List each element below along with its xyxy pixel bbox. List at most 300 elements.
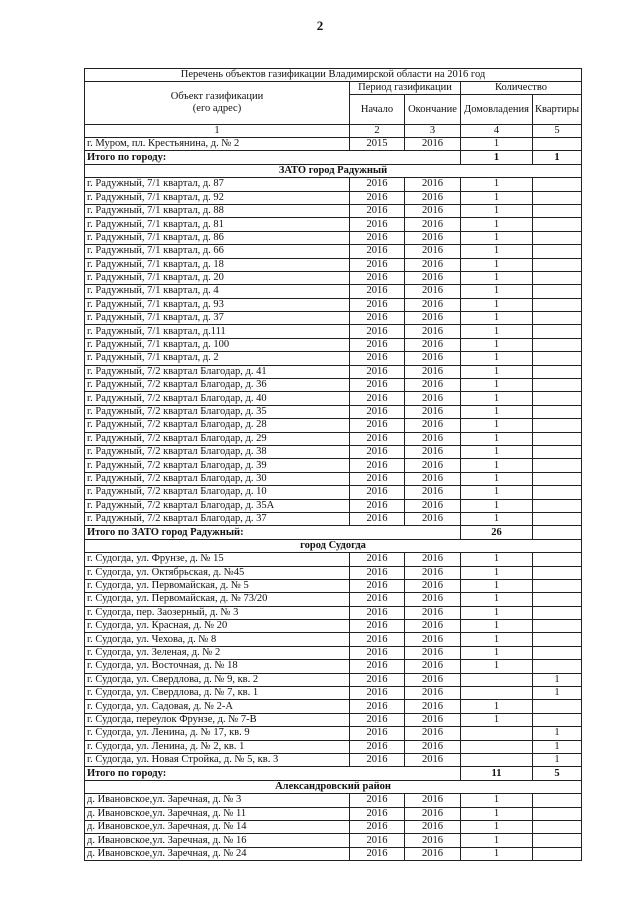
households-cell: 1 xyxy=(461,285,533,298)
address-cell: г. Радужный, 7/2 квартал Благодар, д. 35 xyxy=(85,405,350,418)
start-year-cell: 2016 xyxy=(350,271,405,284)
households-cell xyxy=(461,687,533,700)
table-body xyxy=(85,138,582,861)
table-row xyxy=(85,820,582,833)
end-year-cell: 2016 xyxy=(405,138,461,151)
address-cell: г. Радужный, 7/1 квартал, д. 92 xyxy=(85,191,350,204)
section-header-row xyxy=(85,539,582,552)
start-year-cell: 2016 xyxy=(350,740,405,753)
end-header: Окончание xyxy=(405,95,461,125)
households-cell: 1 xyxy=(461,298,533,311)
table-row xyxy=(85,713,582,726)
end-year-cell: 2016 xyxy=(405,660,461,673)
end-year-cell: 2016 xyxy=(405,646,461,659)
address-cell: г. Судогда, ул. Восточная, д. № 18 xyxy=(85,660,350,673)
start-year-cell: 2016 xyxy=(350,673,405,686)
address-cell: г. Радужный, 7/1 квартал, д. 100 xyxy=(85,338,350,351)
apartments-cell xyxy=(533,218,582,231)
end-year-cell: 2016 xyxy=(405,285,461,298)
end-year-cell: 2016 xyxy=(405,419,461,432)
apartments-cell xyxy=(533,834,582,847)
start-year-cell: 2016 xyxy=(350,379,405,392)
apartments-cell xyxy=(533,285,582,298)
table-row xyxy=(85,231,582,244)
end-year-cell: 2016 xyxy=(405,312,461,325)
table-row xyxy=(85,486,582,499)
households-cell: 1 xyxy=(461,191,533,204)
table-row xyxy=(85,312,582,325)
apartments-cell xyxy=(533,271,582,284)
households-cell: 1 xyxy=(461,566,533,579)
table-row xyxy=(85,620,582,633)
address-cell: г. Радужный, 7/2 квартал Благодар, д. 39 xyxy=(85,459,350,472)
apartments-cell xyxy=(533,512,582,525)
end-year-cell: 2016 xyxy=(405,713,461,726)
apartments-cell xyxy=(533,365,582,378)
address-cell: г. Радужный, 7/1 квартал, д. 4 xyxy=(85,285,350,298)
start-year-cell: 2016 xyxy=(350,606,405,619)
apartments-cell xyxy=(533,713,582,726)
address-cell: г. Радужный, 7/2 квартал Благодар, д. 38 xyxy=(85,445,350,458)
apartments-total: 1 xyxy=(533,151,582,164)
start-year-cell: 2016 xyxy=(350,486,405,499)
table-row xyxy=(85,807,582,820)
table-row xyxy=(85,178,582,191)
end-year-cell: 2016 xyxy=(405,620,461,633)
table-row xyxy=(85,405,582,418)
households-cell: 1 xyxy=(461,218,533,231)
address-cell: г. Радужный, 7/2 квартал Благодар, д. 35А xyxy=(85,499,350,512)
start-year-cell: 2016 xyxy=(350,633,405,646)
start-year-cell: 2016 xyxy=(350,285,405,298)
table-row xyxy=(85,419,582,432)
column-number: 5 xyxy=(533,125,582,138)
households-cell: 1 xyxy=(461,553,533,566)
end-year-cell: 2016 xyxy=(405,218,461,231)
address-cell: г. Радужный, 7/1 квартал, д. 37 xyxy=(85,312,350,325)
table-row xyxy=(85,365,582,378)
apartments-cell xyxy=(533,606,582,619)
quantity-header: Количество xyxy=(461,82,582,95)
apartments-cell xyxy=(533,258,582,271)
start-year-cell: 2015 xyxy=(350,138,405,151)
start-year-cell: 2016 xyxy=(350,445,405,458)
households-cell: 1 xyxy=(461,432,533,445)
end-year-cell: 2016 xyxy=(405,512,461,525)
households-cell: 1 xyxy=(461,138,533,151)
households-cell: 1 xyxy=(461,445,533,458)
end-year-cell: 2016 xyxy=(405,727,461,740)
end-year-cell: 2016 xyxy=(405,633,461,646)
end-year-cell: 2016 xyxy=(405,687,461,700)
column-number: 3 xyxy=(405,125,461,138)
table-row xyxy=(85,687,582,700)
end-year-cell: 2016 xyxy=(405,178,461,191)
apartments-cell: 1 xyxy=(533,727,582,740)
apartments-cell xyxy=(533,459,582,472)
end-year-cell: 2016 xyxy=(405,231,461,244)
start-year-cell: 2016 xyxy=(350,512,405,525)
households-cell: 1 xyxy=(461,231,533,244)
address-cell: г. Судогда, ул. Свердлова, д. № 7, кв. 1 xyxy=(85,687,350,700)
households-cell: 1 xyxy=(461,312,533,325)
section-header-row xyxy=(85,780,582,793)
table-row xyxy=(85,633,582,646)
table-row xyxy=(85,753,582,766)
households-cell: 1 xyxy=(461,646,533,659)
address-cell: г. Радужный, 7/2 квартал Благодар, д. 40 xyxy=(85,392,350,405)
apartments-cell xyxy=(533,204,582,217)
address-cell: г. Радужный, 7/1 квартал, д. 86 xyxy=(85,231,350,244)
address-cell: г. Судогда, пер. Заозерный, д. № 3 xyxy=(85,606,350,619)
table-row xyxy=(85,379,582,392)
households-cell: 1 xyxy=(461,459,533,472)
start-year-cell: 2016 xyxy=(350,178,405,191)
end-year-cell: 2016 xyxy=(405,392,461,405)
end-year-cell: 2016 xyxy=(405,579,461,592)
households-cell xyxy=(461,753,533,766)
table-row xyxy=(85,218,582,231)
address-cell: г. Радужный, 7/1 квартал, д.111 xyxy=(85,325,350,338)
apartments-cell xyxy=(533,379,582,392)
table-row xyxy=(85,847,582,860)
address-cell: г. Судогда, переулок Фрунзе, д. № 7-В xyxy=(85,713,350,726)
apartments-cell xyxy=(533,298,582,311)
total-row xyxy=(85,151,582,164)
start-year-cell: 2016 xyxy=(350,753,405,766)
table-row xyxy=(85,258,582,271)
address-cell: г. Радужный, 7/2 квартал Благодар, д. 36 xyxy=(85,379,350,392)
start-year-cell: 2016 xyxy=(350,204,405,217)
address-cell: г. Радужный, 7/2 квартал Благодар, д. 37 xyxy=(85,512,350,525)
address-cell: г. Радужный, 7/1 квартал, д. 66 xyxy=(85,245,350,258)
table-row xyxy=(85,445,582,458)
start-year-cell: 2016 xyxy=(350,820,405,833)
households-cell: 1 xyxy=(461,338,533,351)
end-year-cell: 2016 xyxy=(405,459,461,472)
apartments-cell xyxy=(533,646,582,659)
table-row xyxy=(85,472,582,485)
households-cell: 1 xyxy=(461,204,533,217)
end-year-cell: 2016 xyxy=(405,673,461,686)
start-year-cell: 2016 xyxy=(350,231,405,244)
table-row xyxy=(85,834,582,847)
address-cell: г. Радужный, 7/2 квартал Благодар, д. 41 xyxy=(85,365,350,378)
households-cell: 1 xyxy=(461,472,533,485)
start-year-cell: 2016 xyxy=(350,472,405,485)
households-cell: 1 xyxy=(461,512,533,525)
households-cell: 1 xyxy=(461,178,533,191)
households-cell: 1 xyxy=(461,486,533,499)
start-year-cell: 2016 xyxy=(350,566,405,579)
end-year-cell: 2016 xyxy=(405,191,461,204)
start-year-cell: 2016 xyxy=(350,432,405,445)
total-label: Итого по ЗАТО город Радужный: xyxy=(85,526,461,539)
total-label: Итого по городу: xyxy=(85,767,461,780)
apartments-cell xyxy=(533,405,582,418)
table-row xyxy=(85,499,582,512)
apartments-cell xyxy=(533,794,582,807)
end-year-cell: 2016 xyxy=(405,700,461,713)
households-cell: 1 xyxy=(461,579,533,592)
column-number: 1 xyxy=(85,125,350,138)
table-row xyxy=(85,673,582,686)
end-year-cell: 2016 xyxy=(405,445,461,458)
table-row xyxy=(85,660,582,673)
address-cell: г. Радужный, 7/1 квартал, д. 93 xyxy=(85,298,350,311)
address-cell: д. Ивановское,ул. Заречная, д. № 14 xyxy=(85,820,350,833)
section-header-row xyxy=(85,164,582,177)
table-title: Перечень объектов газификации Владимирской области на 2016 год xyxy=(85,69,582,82)
start-year-cell: 2016 xyxy=(350,258,405,271)
end-year-cell: 2016 xyxy=(405,298,461,311)
address-cell: д. Ивановское,ул. Заречная, д. № 24 xyxy=(85,847,350,860)
start-year-cell: 2016 xyxy=(350,419,405,432)
start-year-cell: 2016 xyxy=(350,459,405,472)
address-cell: г. Судогда, ул. Фрунзе, д. № 15 xyxy=(85,553,350,566)
start-year-cell: 2016 xyxy=(350,352,405,365)
total-label: Итого по городу: xyxy=(85,151,461,164)
object-header-line1: Объект газификации xyxy=(170,91,264,102)
start-year-cell: 2016 xyxy=(350,700,405,713)
start-year-cell: 2016 xyxy=(350,298,405,311)
section-title: Александровский район xyxy=(85,780,582,793)
households-cell: 1 xyxy=(461,271,533,284)
apartments-cell xyxy=(533,445,582,458)
apartments-cell xyxy=(533,807,582,820)
address-cell: г. Радужный, 7/1 квартал, д. 2 xyxy=(85,352,350,365)
apartments-cell xyxy=(533,325,582,338)
apartments-cell xyxy=(533,700,582,713)
end-year-cell: 2016 xyxy=(405,820,461,833)
end-year-cell: 2016 xyxy=(405,432,461,445)
apartments-cell xyxy=(533,820,582,833)
address-cell: г. Судогда, ул. Первомайская, д. № 5 xyxy=(85,579,350,592)
households-cell xyxy=(461,673,533,686)
table-row xyxy=(85,352,582,365)
end-year-cell: 2016 xyxy=(405,807,461,820)
end-year-cell: 2016 xyxy=(405,338,461,351)
table-row xyxy=(85,271,582,284)
table-row xyxy=(85,338,582,351)
table-row xyxy=(85,298,582,311)
start-year-cell: 2016 xyxy=(350,392,405,405)
end-year-cell: 2016 xyxy=(405,499,461,512)
table-row xyxy=(85,432,582,445)
end-year-cell: 2016 xyxy=(405,740,461,753)
table-row xyxy=(85,191,582,204)
households-cell: 1 xyxy=(461,633,533,646)
end-year-cell: 2016 xyxy=(405,606,461,619)
start-year-cell: 2016 xyxy=(350,245,405,258)
households-header: Домовладения xyxy=(461,95,533,125)
households-cell: 1 xyxy=(461,593,533,606)
table-row xyxy=(85,325,582,338)
apartments-cell xyxy=(533,472,582,485)
households-cell: 1 xyxy=(461,379,533,392)
end-year-cell: 2016 xyxy=(405,834,461,847)
address-cell: г. Судогда, ул. Красная, д. № 20 xyxy=(85,620,350,633)
end-year-cell: 2016 xyxy=(405,245,461,258)
table-row xyxy=(85,204,582,217)
start-year-cell: 2016 xyxy=(350,593,405,606)
start-year-cell: 2016 xyxy=(350,660,405,673)
table-row xyxy=(85,566,582,579)
table-row xyxy=(85,646,582,659)
apartments-cell xyxy=(533,432,582,445)
address-cell: г. Радужный, 7/1 квартал, д. 20 xyxy=(85,271,350,284)
households-cell: 1 xyxy=(461,352,533,365)
start-year-cell: 2016 xyxy=(350,807,405,820)
households-cell: 1 xyxy=(461,392,533,405)
apartments-cell xyxy=(533,138,582,151)
object-column-header xyxy=(85,82,350,125)
apartments-cell xyxy=(533,178,582,191)
apartments-cell xyxy=(533,231,582,244)
end-year-cell: 2016 xyxy=(405,204,461,217)
end-year-cell: 2016 xyxy=(405,405,461,418)
start-year-cell: 2016 xyxy=(350,218,405,231)
apartments-cell xyxy=(533,847,582,860)
households-cell: 1 xyxy=(461,620,533,633)
address-cell: г. Судогда, ул. Ленина, д. № 2, кв. 1 xyxy=(85,740,350,753)
table-row xyxy=(85,512,582,525)
address-cell: г. Судогда, ул. Зеленая, д. № 2 xyxy=(85,646,350,659)
section-title: ЗАТО город Радужный xyxy=(85,164,582,177)
end-year-cell: 2016 xyxy=(405,352,461,365)
households-cell: 1 xyxy=(461,807,533,820)
apartments-cell xyxy=(533,499,582,512)
start-year-cell: 2016 xyxy=(350,620,405,633)
start-year-cell: 2016 xyxy=(350,646,405,659)
apartments-cell: 1 xyxy=(533,687,582,700)
households-cell: 1 xyxy=(461,820,533,833)
table-row xyxy=(85,245,582,258)
table-row xyxy=(85,593,582,606)
address-cell: д. Ивановское,ул. Заречная, д. № 16 xyxy=(85,834,350,847)
households-cell: 1 xyxy=(461,405,533,418)
start-year-cell: 2016 xyxy=(350,847,405,860)
apartments-cell xyxy=(533,566,582,579)
start-year-cell: 2016 xyxy=(350,834,405,847)
apartments-cell: 1 xyxy=(533,673,582,686)
total-row xyxy=(85,767,582,780)
households-cell xyxy=(461,727,533,740)
start-year-cell: 2016 xyxy=(350,794,405,807)
apartments-cell xyxy=(533,312,582,325)
column-number: 2 xyxy=(350,125,405,138)
apartments-cell xyxy=(533,553,582,566)
address-cell: г. Радужный, 7/2 квартал Благодар, д. 30 xyxy=(85,472,350,485)
end-year-cell: 2016 xyxy=(405,365,461,378)
households-cell: 1 xyxy=(461,794,533,807)
apartments-cell: 1 xyxy=(533,740,582,753)
apartments-cell xyxy=(533,633,582,646)
object-header-line2: (его адрес) xyxy=(192,103,242,114)
end-year-cell: 2016 xyxy=(405,553,461,566)
address-cell: г. Муром, пл. Крестьянина, д. № 2 xyxy=(85,138,350,151)
apartments-cell xyxy=(533,352,582,365)
address-cell: г. Радужный, 7/1 квартал, д. 88 xyxy=(85,204,350,217)
apartments-cell xyxy=(533,338,582,351)
address-cell: г. Судогда, ул. Садовая, д. № 2-А xyxy=(85,700,350,713)
start-year-cell: 2016 xyxy=(350,727,405,740)
households-total: 1 xyxy=(461,151,533,164)
households-cell: 1 xyxy=(461,834,533,847)
page-number: 2 xyxy=(316,18,324,33)
table-row xyxy=(85,700,582,713)
end-year-cell: 2016 xyxy=(405,325,461,338)
households-cell xyxy=(461,740,533,753)
start-year-cell: 2016 xyxy=(350,191,405,204)
households-cell: 1 xyxy=(461,660,533,673)
start-year-cell: 2016 xyxy=(350,687,405,700)
address-cell: г. Радужный, 7/1 квартал, д. 87 xyxy=(85,178,350,191)
households-total: 11 xyxy=(461,767,533,780)
end-year-cell: 2016 xyxy=(405,593,461,606)
total-row xyxy=(85,526,582,539)
table-row xyxy=(85,579,582,592)
apartments-total xyxy=(533,526,582,539)
end-year-cell: 2016 xyxy=(405,271,461,284)
apartments-cell xyxy=(533,245,582,258)
apartments-cell xyxy=(533,486,582,499)
address-cell: г. Радужный, 7/2 квартал Благодар, д. 28 xyxy=(85,419,350,432)
households-cell: 1 xyxy=(461,419,533,432)
households-cell: 1 xyxy=(461,325,533,338)
start-year-cell: 2016 xyxy=(350,713,405,726)
address-cell: г. Радужный, 7/2 квартал Благодар, д. 29 xyxy=(85,432,350,445)
table-row xyxy=(85,740,582,753)
address-cell: г. Судогда, ул. Новая Стройка, д. № 5, кв. 3 xyxy=(85,753,350,766)
apartments-cell xyxy=(533,392,582,405)
address-cell: г. Радужный, 7/1 квартал, д. 81 xyxy=(85,218,350,231)
end-year-cell: 2016 xyxy=(405,379,461,392)
start-year-cell: 2016 xyxy=(350,579,405,592)
households-cell: 1 xyxy=(461,713,533,726)
address-cell: г. Судогда, ул. Ленина, д. № 17, кв. 9 xyxy=(85,727,350,740)
apartments-cell xyxy=(533,191,582,204)
address-cell: д. Ивановское,ул. Заречная, д. № 11 xyxy=(85,807,350,820)
end-year-cell: 2016 xyxy=(405,794,461,807)
period-header: Период газификации xyxy=(350,82,461,95)
start-year-cell: 2016 xyxy=(350,312,405,325)
end-year-cell: 2016 xyxy=(405,847,461,860)
apartments-cell xyxy=(533,660,582,673)
apartments-cell xyxy=(533,419,582,432)
start-year-cell: 2016 xyxy=(350,405,405,418)
apartments-cell: 1 xyxy=(533,753,582,766)
start-header: Начало xyxy=(350,95,405,125)
start-year-cell: 2016 xyxy=(350,365,405,378)
households-cell: 1 xyxy=(461,258,533,271)
table-row xyxy=(85,606,582,619)
column-number: 4 xyxy=(461,125,533,138)
table-row xyxy=(85,553,582,566)
start-year-cell: 2016 xyxy=(350,553,405,566)
table-row xyxy=(85,459,582,472)
table-row xyxy=(85,392,582,405)
address-cell: г. Судогда, ул. Октябрьская, д. №45 xyxy=(85,566,350,579)
address-cell: г. Судогда, ул. Свердлова, д. № 9, кв. 2 xyxy=(85,673,350,686)
households-cell: 1 xyxy=(461,245,533,258)
end-year-cell: 2016 xyxy=(405,258,461,271)
households-cell: 1 xyxy=(461,365,533,378)
table-row xyxy=(85,794,582,807)
start-year-cell: 2016 xyxy=(350,325,405,338)
households-cell: 1 xyxy=(461,606,533,619)
apartments-cell xyxy=(533,579,582,592)
